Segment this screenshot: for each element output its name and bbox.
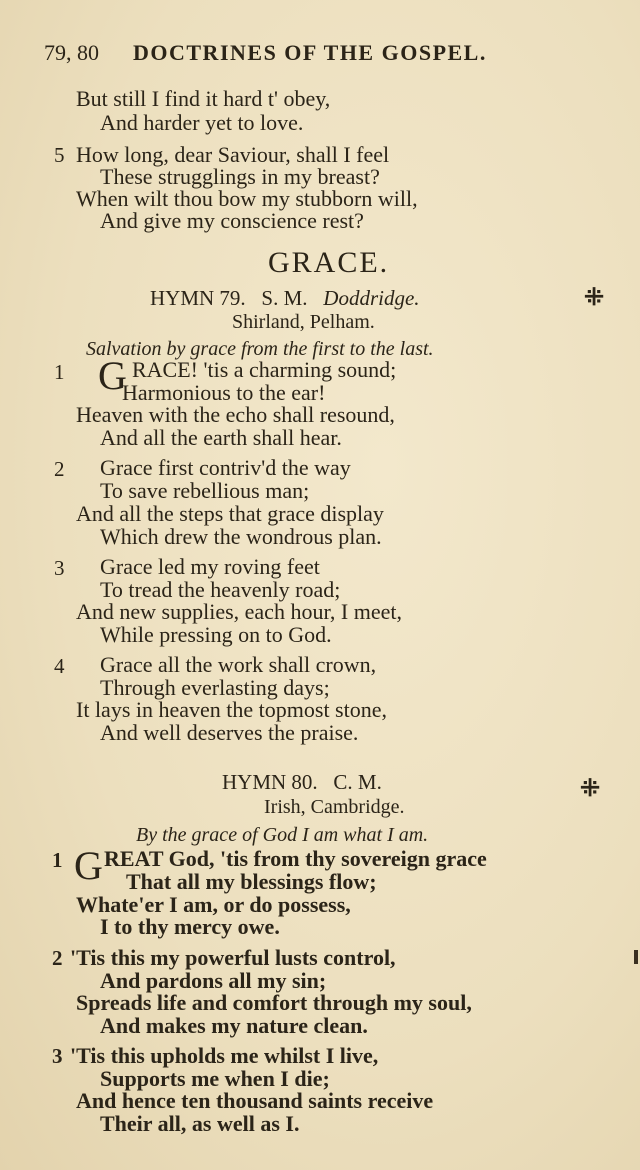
hymn-meter: C. M. <box>333 770 382 794</box>
hymn-number: HYMN 80. <box>222 770 318 794</box>
hymn-subtitle: By the grace of God I am what I am. <box>136 824 429 846</box>
verse-line: And hence ten thousand saints receive <box>76 1088 434 1113</box>
verse-number: 3 <box>54 556 65 580</box>
verse-line: And all the earth shall hear. <box>100 425 342 450</box>
verse-line: And pardons all my sin; <box>100 968 327 993</box>
verse-line: 'Tis this upholds me whilst I live, <box>70 1043 379 1068</box>
verse-line: Which drew the wondrous plan. <box>100 524 382 549</box>
verse-line: And well deserves the praise. <box>100 720 359 745</box>
verse-line: And makes my nature clean. <box>100 1013 368 1038</box>
verse-line: But still I find it hard t' obey, <box>76 86 331 111</box>
margin-mark <box>634 950 638 964</box>
running-title: DOCTRINES OF THE GOSPEL. <box>133 40 487 65</box>
verse-line: These strugglings in my breast? <box>100 164 380 189</box>
section-title: GRACE. <box>268 246 390 279</box>
verse-number: 4 <box>54 654 65 678</box>
verse-line: That all my blessings flow; <box>126 869 377 894</box>
ornament-mark-icon: ⁜ <box>584 285 605 311</box>
verse-line: And new supplies, each hour, I meet, <box>76 599 402 624</box>
verse-line: To save rebellious man; <box>100 478 310 503</box>
verse-number: 2 <box>52 946 63 970</box>
verse-line: 'Tis this my powerful lusts control, <box>70 945 396 970</box>
tune-names: Shirland, Pelham. <box>232 311 375 333</box>
verse-number: 1 <box>54 360 65 384</box>
drop-cap: G <box>74 843 103 888</box>
hymn-79-heading <box>150 286 420 311</box>
hymn-subtitle: Salvation by grace from the first to the last. <box>86 338 434 360</box>
page-numbers: 79, 80 <box>44 40 99 65</box>
verse-line: When wilt thou bow my stubborn will, <box>76 186 418 211</box>
verse-line: I to thy mercy owe. <box>100 914 280 939</box>
verse-line: How long, dear Saviour, shall I feel <box>76 142 390 167</box>
verse-line: REAT God, 'tis from thy sovereign grace <box>104 846 487 871</box>
verse-line: While pressing on to God. <box>100 622 332 647</box>
verse-number: 3 <box>52 1044 63 1068</box>
verse-line: And all the steps that grace display <box>76 501 384 526</box>
verse-number: 5 <box>54 143 65 167</box>
hymn-meter: S. M. <box>261 286 308 310</box>
verse-line: Spreads life and comfort through my soul, <box>76 990 472 1015</box>
verse-number: 2 <box>54 457 65 481</box>
hymn-number: HYMN 79. <box>150 286 246 310</box>
verse-line: Grace all the work shall crown, <box>100 652 377 677</box>
tune-names: Irish, Cambridge. <box>264 796 405 818</box>
verse-line: Supports me when I die; <box>100 1066 330 1091</box>
drop-cap: G <box>98 353 127 398</box>
verse-line: Harmonious to the ear! <box>122 380 326 405</box>
verse-line: Grace first contriv'd the way <box>100 455 351 480</box>
verse-line: Whate'er I am, or do possess, <box>76 892 351 917</box>
verse-line: Their all, as well as I. <box>100 1111 300 1136</box>
verse-line: Grace led my roving feet <box>100 554 320 579</box>
verse-line: RACE! 'tis a charming sound; <box>132 357 397 382</box>
ornament-mark-icon: ⁜ <box>580 776 601 802</box>
verse-line: Through everlasting days; <box>100 675 330 700</box>
verse-line: Heaven with the echo shall resound, <box>76 402 395 427</box>
verse-line: It lays in heaven the topmost stone, <box>76 697 387 722</box>
verse-line: And harder yet to love. <box>100 110 304 135</box>
verse-number: 1 <box>52 848 63 872</box>
verse-line: To tread the heavenly road; <box>100 577 341 602</box>
hymn-author: Doddridge. <box>323 286 420 310</box>
verse-line: And give my conscience rest? <box>100 208 364 233</box>
hymn-80-heading <box>222 770 382 795</box>
